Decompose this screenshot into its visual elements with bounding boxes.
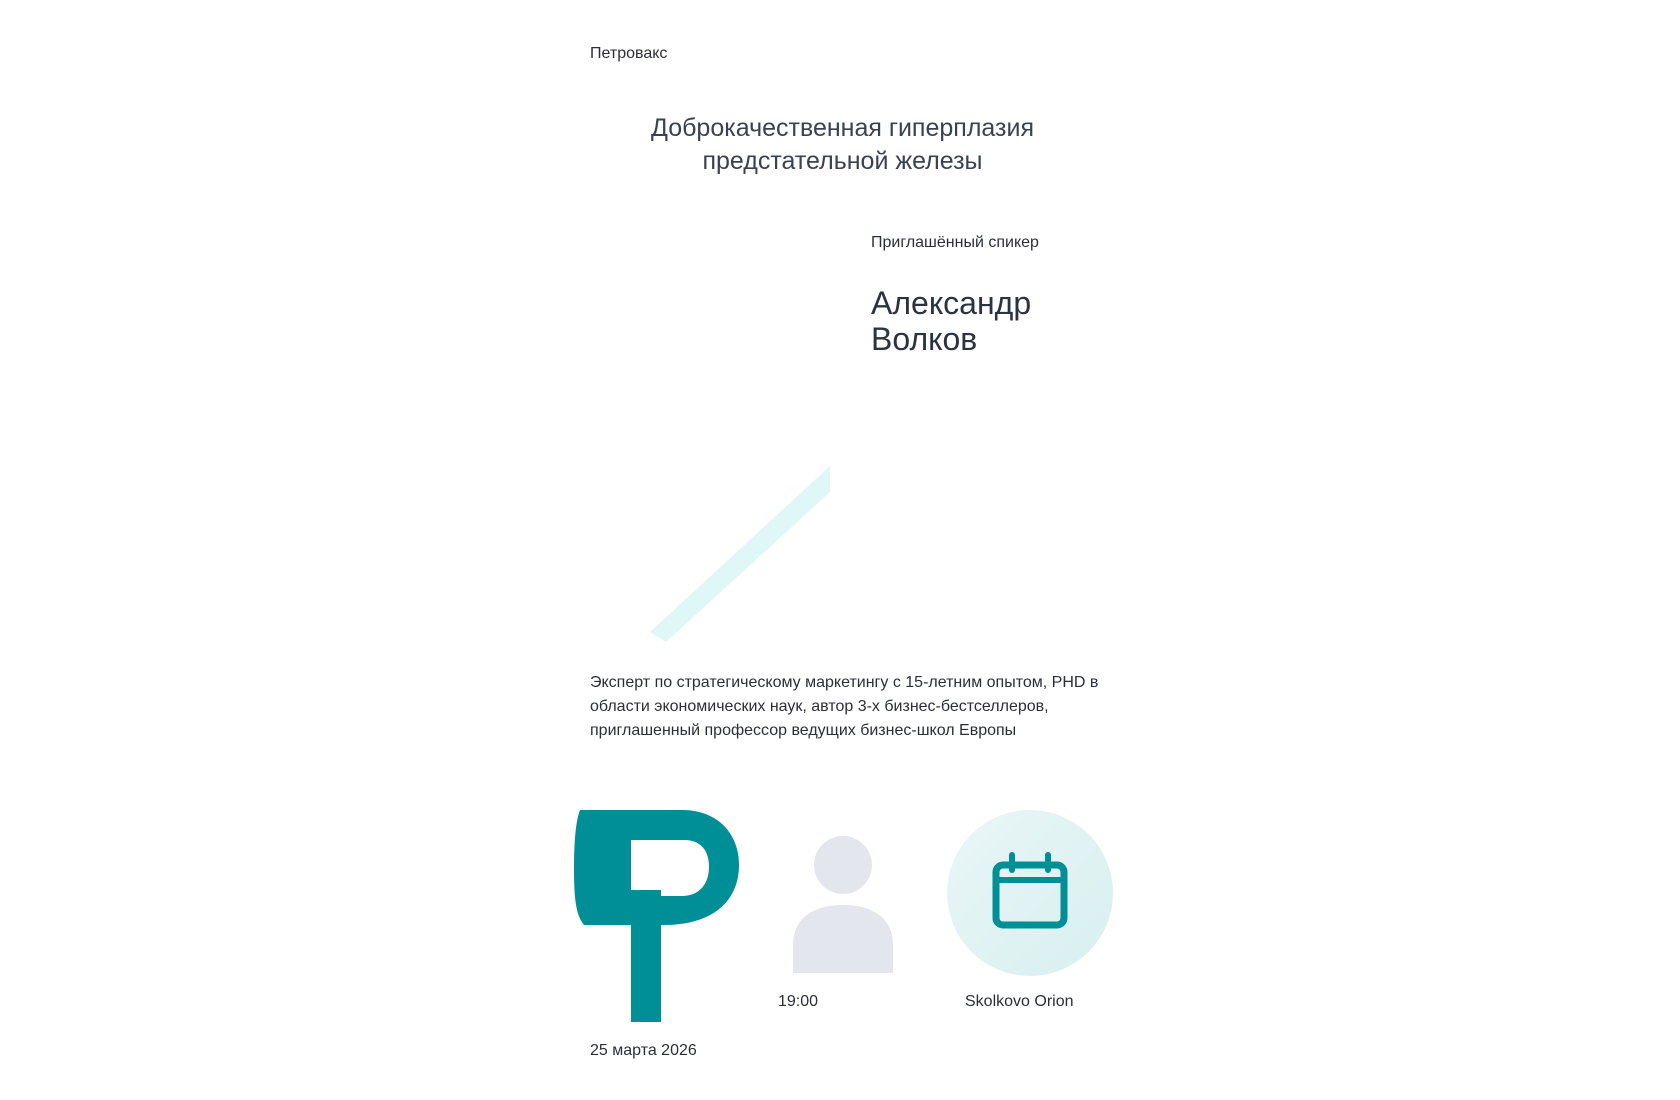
brand-logo-icon [574, 810, 739, 1022]
event-time: 19:00 [778, 993, 819, 1010]
person-icon [793, 835, 893, 973]
speaker-photo [590, 230, 840, 650]
speaker-caption: Приглашённый спикер [871, 234, 1039, 251]
speaker-name: Александр Волков [871, 285, 1032, 357]
event-place: Skolkovo Orion [965, 993, 1074, 1010]
photo-accent-shape [590, 230, 840, 650]
event-title: Доброкачественная гиперплазия предстательной железы [650, 114, 1034, 175]
event-date: 25 марта 2026 [590, 1042, 697, 1059]
brand-name: Петровакс [590, 45, 668, 62]
speaker-bio: Эксперт по стратегическому маркетингу с 15-летним опытом, PHD в области экономических наук, автор 3-х бизнес-бестселлеров, приглашенный профессор ведущих бизнес-школ Европы [590, 674, 1099, 739]
calendar-icon [947, 810, 1113, 976]
